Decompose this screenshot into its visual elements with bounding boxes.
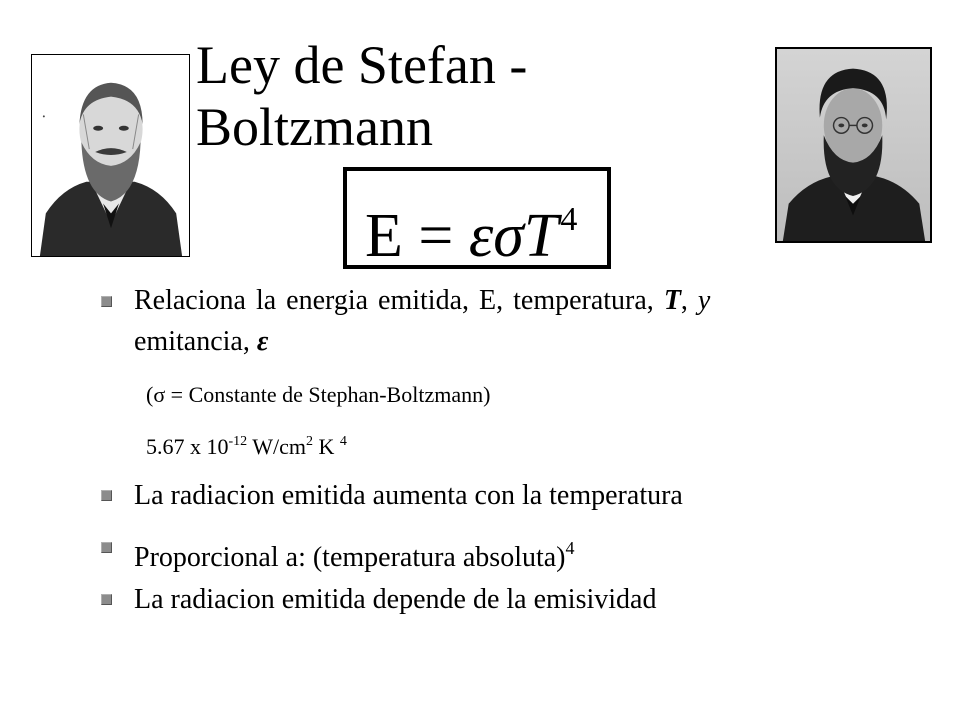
bullet-3-exp: 4 <box>565 538 575 558</box>
bullet-1-line-2 <box>134 325 268 359</box>
bullet-1-epsilon: ε <box>256 326 269 357</box>
bullet-3-text: Proporcional a: (temperatura absoluta) <box>134 542 566 573</box>
portrait-stefan <box>31 54 190 257</box>
bullet-2: La radiacion emitida aumenta con la temperatura <box>134 480 683 511</box>
sigma-value <box>146 428 347 461</box>
bullet-marker <box>101 490 112 501</box>
bullet-4: La radiacion emitida depende de la emisividad <box>134 584 657 615</box>
bullet-1-t: T <box>663 285 681 316</box>
sigma-value-b: W/cm <box>247 434 307 459</box>
bullet-marker <box>101 594 112 605</box>
formula-exponent: 4 <box>560 201 578 238</box>
formula <box>365 187 577 269</box>
bullet-1-line2-text: emitancia, <box>134 326 257 357</box>
bullet-marker <box>101 296 112 307</box>
bullet-1-text-a: Relaciona la energia emitida, E, temperatura, <box>134 285 664 316</box>
bullet-marker <box>101 542 112 553</box>
bullet-1-text-b: , <box>680 285 698 316</box>
portrait-boltzmann-image <box>777 49 930 241</box>
formula-rhs: εσT <box>468 202 559 270</box>
sigma-value-a: 5.67 x 10 <box>146 434 229 459</box>
bullet-3 <box>134 531 575 575</box>
portrait-boltzmann <box>775 47 932 243</box>
bullet-1-y: y <box>697 285 711 316</box>
sigma-value-exp1: -12 <box>228 434 248 449</box>
title-line-1: Ley de Stefan - <box>196 35 528 95</box>
portrait-stefan-image <box>32 55 189 256</box>
sigma-value-c: K <box>313 434 340 459</box>
sigma-definition: (σ = Constante de Stephan-Boltzmann) <box>146 382 491 407</box>
slide-title <box>196 34 616 158</box>
sigma-value-exp3: 4 <box>339 434 347 449</box>
bullet-1-line-1 <box>134 284 710 318</box>
formula-box <box>343 167 611 269</box>
formula-lhs: E = <box>365 202 469 270</box>
sigma-value-exp2: 2 <box>306 434 314 449</box>
title-line-2: Boltzmann <box>196 97 433 157</box>
